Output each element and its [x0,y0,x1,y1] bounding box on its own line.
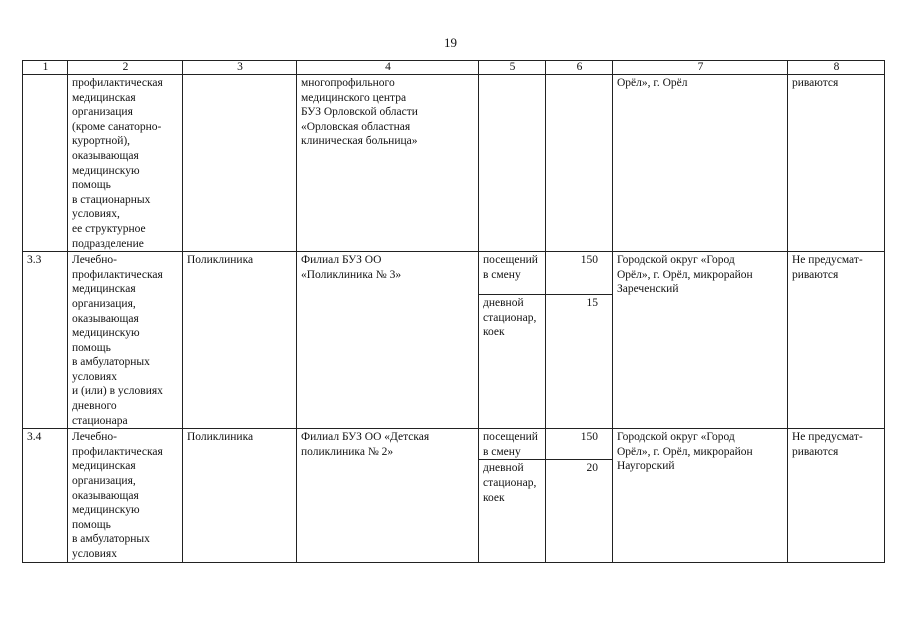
capacity-value-cell: 150 [546,252,613,295]
header-cell: 2 [68,61,183,75]
facilities-table [22,60,885,563]
header-cell: 5 [479,61,546,75]
name-cell: многопрофильного медицинского центра БУЗ Орловской области «Орловская областная клиническая больница» [297,75,479,252]
num-cell: 3.4 [23,429,68,562]
continuation-row [23,75,885,252]
header-cell: 6 [546,61,613,75]
capacity-label-cell: дневной стационар, коек [479,460,546,562]
table-row [23,252,885,295]
header-cell: 7 [613,61,788,75]
name-cell: Филиал БУЗ ОО «Поликлиника № 3» [297,252,479,429]
header-cell: 3 [183,61,297,75]
capacity-value-cell: 20 [546,460,613,562]
header-row [23,61,885,75]
capacity-value-cell: 15 [546,295,613,429]
capacity-value-cell: 150 [546,429,613,460]
note-cell: Не предусмат- риваются [788,252,885,429]
kind-cell: Поликлиника [183,252,297,429]
table-row [23,429,885,460]
note-cell: Не предусмат- риваются [788,429,885,562]
capacity-label-cell: посещений в смену [479,252,546,295]
name-cell: Филиал БУЗ ОО «Детская поликлиника № 2» [297,429,479,562]
num-cell [23,75,68,252]
capacity-label-cell: дневной стационар, коек [479,295,546,429]
capacity-label-cell: посещений в смену [479,429,546,460]
type-cell: Лечебно- профилактическая медицинская организация, оказывающая медицинскую помощь в амбулаторных условиях [68,429,183,562]
header-cell: 4 [297,61,479,75]
num-cell: 3.3 [23,252,68,429]
capacity-label-cell [479,75,546,252]
kind-cell: Поликлиника [183,429,297,562]
header-cell: 8 [788,61,885,75]
header-cell: 1 [23,61,68,75]
type-cell: Лечебно- профилактическая медицинская организация, оказывающая медицинскую помощь в амбулаторных условиях и (или) в условиях дневного стационара [68,252,183,429]
location-cell: Орёл», г. Орёл [613,75,788,252]
location-cell: Городской округ «Город Орёл», г. Орёл, микрорайон Зареченский [613,252,788,429]
page-number: 19 [444,35,457,50]
capacity-value-cell [546,75,613,252]
kind-cell [183,75,297,252]
location-cell: Городской округ «Город Орёл», г. Орёл, микрорайон Наугорский [613,429,788,562]
note-cell: риваются [788,75,885,252]
type-cell: профилактическая медицинская организация (кроме санаторно- курортной), оказывающая медицинскую помощь в стационарных условиях, ее структурное подразделение [68,75,183,252]
